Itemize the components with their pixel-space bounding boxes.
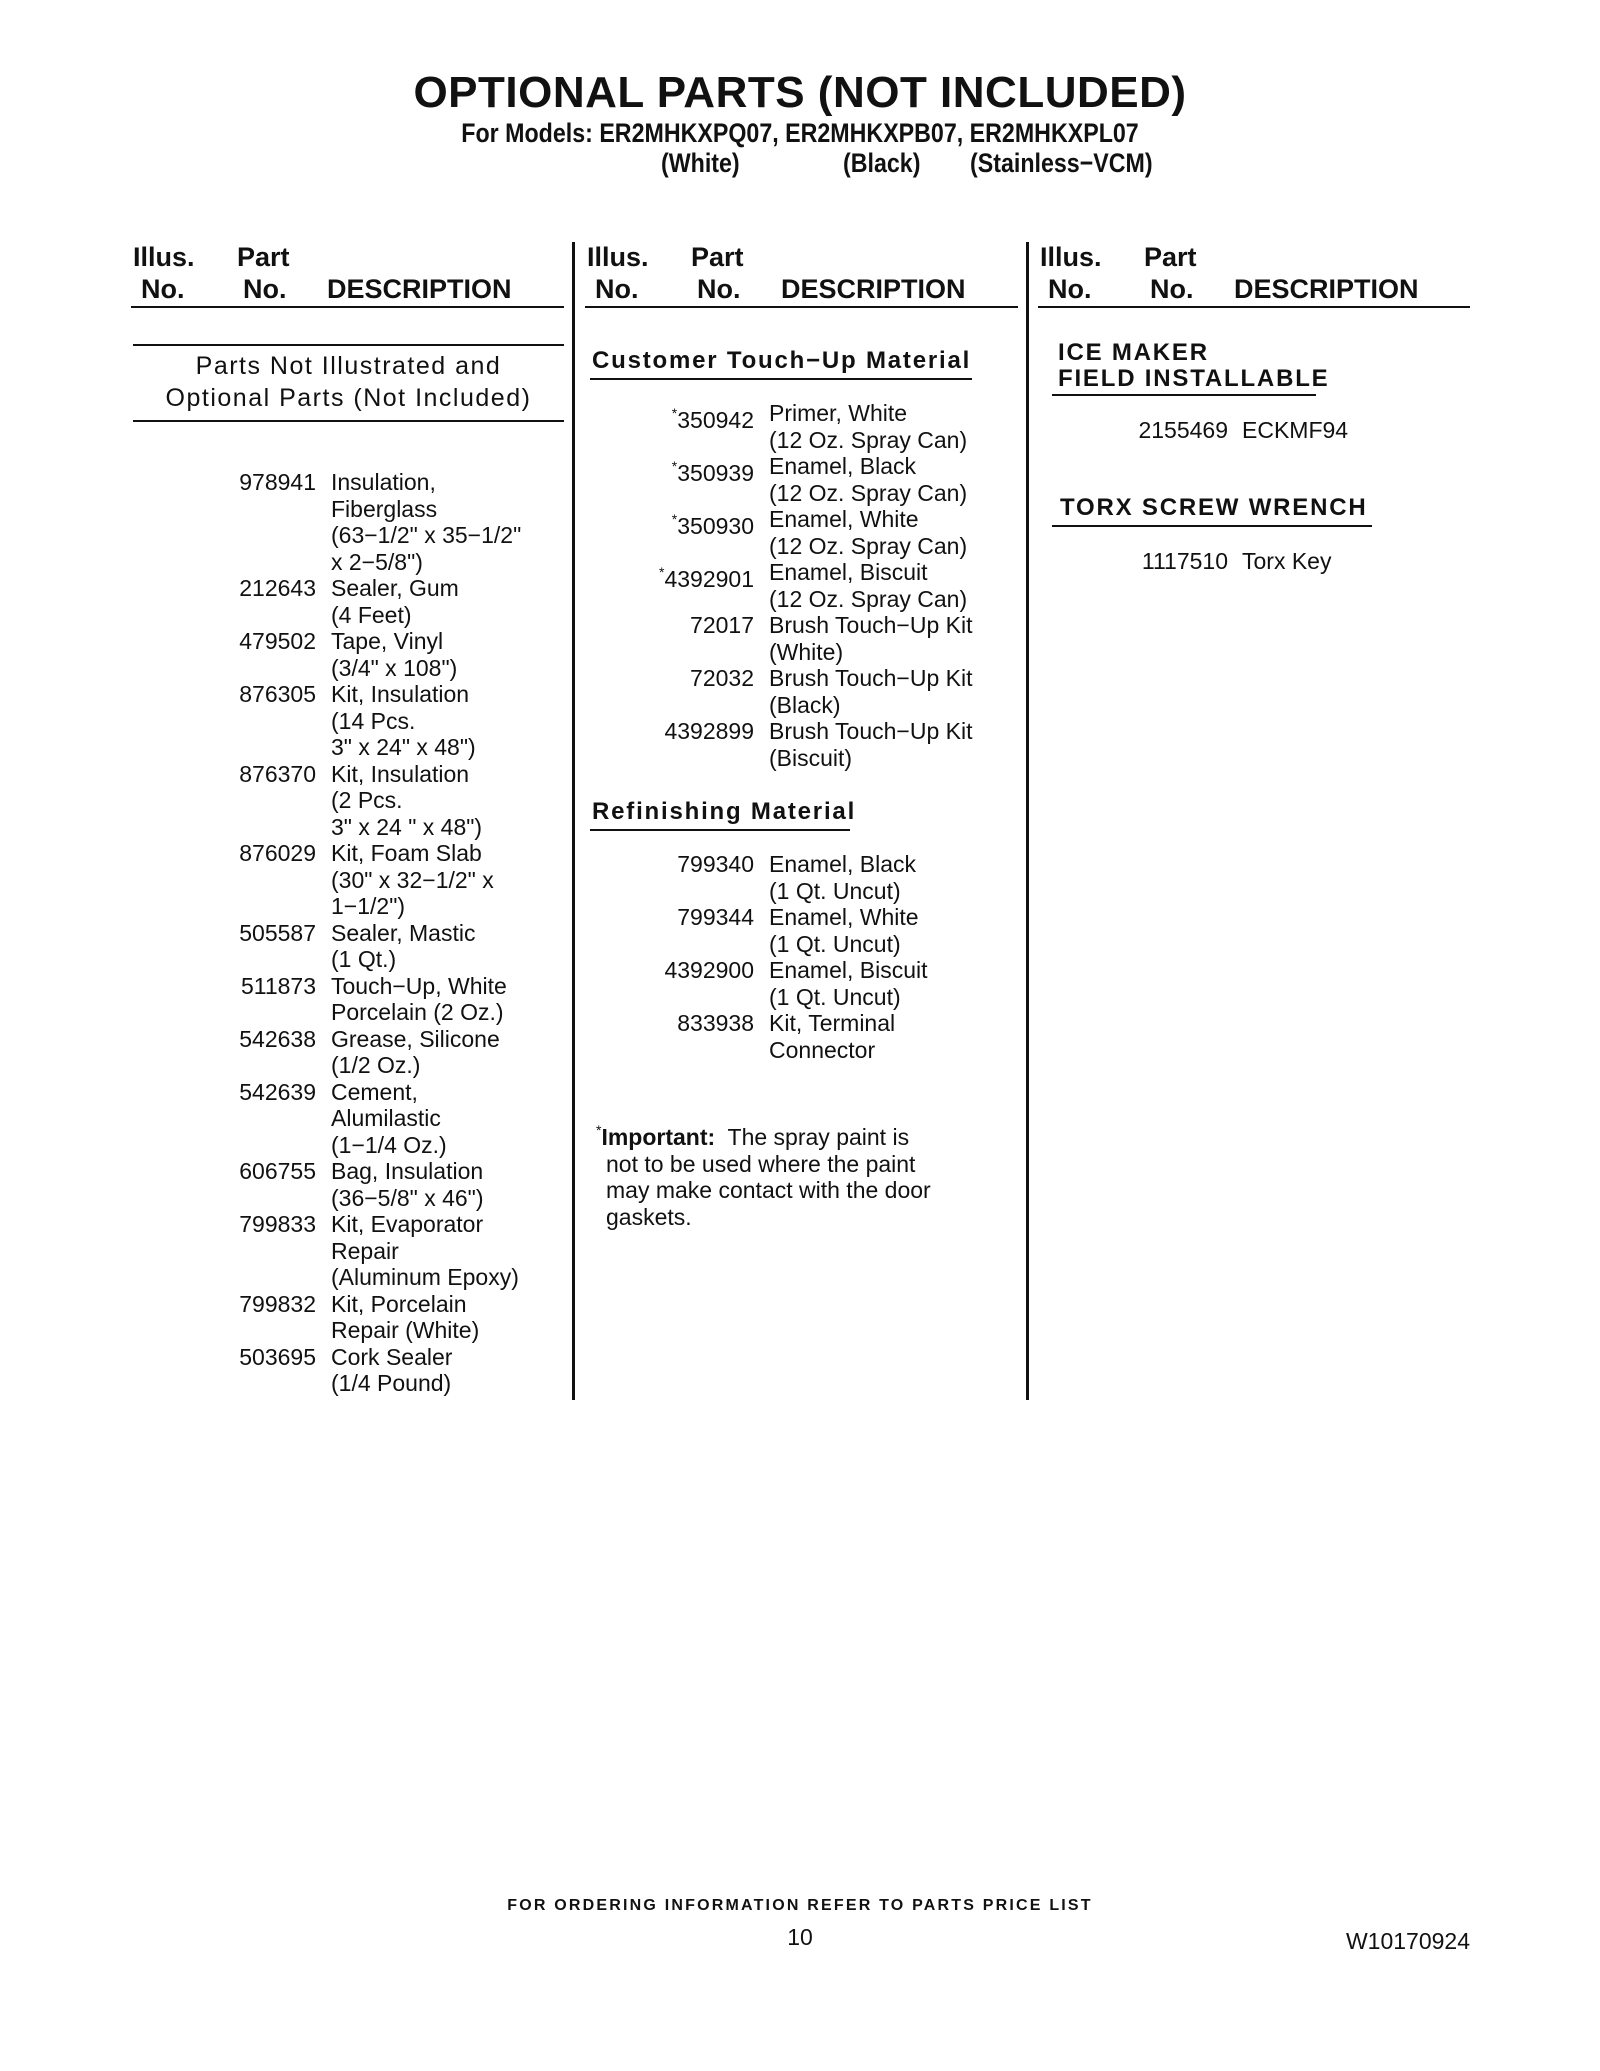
variant-white: (White) bbox=[661, 148, 740, 178]
column-header-2: Illus. Part No. No. DESCRIPTION bbox=[585, 242, 1018, 308]
column-header-1: Illus. Part No. No. DESCRIPTION bbox=[131, 242, 564, 308]
part-description: Torx Key bbox=[1242, 548, 1332, 574]
part-row bbox=[610, 665, 973, 718]
part-description: Kit, Porcelain Repair (White) bbox=[331, 1290, 480, 1343]
part-description: Enamel, Black (12 Oz. Spray Can) bbox=[769, 453, 968, 506]
important-note: *Important: The spray paint is not to be used where the paint may make contact with the door gaskets. bbox=[596, 1122, 931, 1230]
part-description: Tape, Vinyl (3/4" x 108") bbox=[331, 628, 458, 681]
part-row bbox=[610, 400, 973, 453]
part-description: Enamel, White (12 Oz. Spray Can) bbox=[769, 506, 968, 559]
parts-not-illustrated-title: Parts Not Illustrated and Optional Parts (Not Included) bbox=[165, 352, 532, 412]
part-description: Touch−Up, White Porcelain (2 Oz.) bbox=[331, 972, 507, 1025]
section-ice-maker: ICE MAKER FIELD INSTALLABLE bbox=[1058, 339, 1330, 392]
part-description: Sealer, Gum (4 Feet) bbox=[331, 575, 459, 628]
part-row bbox=[200, 1211, 521, 1291]
part-row bbox=[610, 453, 973, 506]
section-underline bbox=[1052, 394, 1316, 396]
part-row bbox=[610, 506, 973, 559]
part-row bbox=[200, 1291, 521, 1344]
part-row bbox=[200, 1344, 521, 1397]
part-description: Enamel, Black (1 Qt. Uncut) bbox=[769, 851, 917, 904]
parts-list-refinishing bbox=[610, 851, 928, 1063]
box-rule-bottom bbox=[133, 420, 564, 422]
part-description: Kit, Evaporator Repair (Aluminum Epoxy) bbox=[331, 1211, 519, 1290]
part-number: 2155469 bbox=[1138, 417, 1228, 443]
part-description: Brush Touch−Up Kit (Black) bbox=[769, 665, 973, 718]
part-number: 978941 bbox=[239, 469, 316, 495]
asterisk-marker: * bbox=[671, 405, 678, 421]
variant-stainless: (Stainless−VCM) bbox=[970, 148, 1153, 178]
section-customer-touch-up: Customer Touch−Up Material bbox=[592, 347, 972, 374]
part-row bbox=[200, 973, 521, 1026]
part-description: Enamel, Biscuit (12 Oz. Spray Can) bbox=[769, 559, 968, 612]
part-number: 4392899 bbox=[664, 718, 754, 744]
part-row bbox=[610, 1010, 928, 1063]
part-number: 1117510 bbox=[1141, 548, 1228, 574]
part-row bbox=[610, 851, 928, 904]
part-description: Cement, Alumilastic (1−1/4 Oz.) bbox=[331, 1078, 447, 1158]
variant-black: (Black) bbox=[843, 148, 921, 178]
part-number: *350942 bbox=[671, 405, 754, 433]
part-description: Grease, Silicone (1/2 Oz.) bbox=[331, 1025, 500, 1078]
part-description: Enamel, White (1 Qt. Uncut) bbox=[769, 904, 919, 957]
part-row bbox=[200, 1079, 521, 1159]
part-row bbox=[610, 612, 973, 665]
part-number: 511873 bbox=[240, 972, 316, 999]
box-rule-top bbox=[133, 344, 564, 346]
part-row bbox=[200, 1026, 521, 1079]
asterisk-marker: * bbox=[659, 564, 665, 580]
parts-list-torx bbox=[1128, 548, 1331, 575]
part-number: 799340 bbox=[677, 851, 754, 877]
part-description: ECKMF94 bbox=[1242, 417, 1349, 443]
part-row bbox=[610, 718, 973, 771]
part-number: 606755 bbox=[239, 1158, 316, 1184]
part-number: 505587 bbox=[239, 919, 316, 946]
part-number: 876370 bbox=[239, 760, 316, 787]
page-title: OPTIONAL PARTS (NOT INCLUDED) bbox=[413, 68, 1187, 117]
part-number: *350939 bbox=[671, 458, 754, 486]
section-refinishing: Refinishing Material bbox=[592, 798, 857, 825]
parts-list-touch-up bbox=[610, 400, 973, 771]
part-number: 799832 bbox=[239, 1290, 316, 1317]
column-divider bbox=[1026, 242, 1029, 1400]
part-number: 799833 bbox=[239, 1211, 316, 1237]
asterisk-marker: * bbox=[671, 458, 678, 474]
part-description: Brush Touch−Up Kit (Biscuit) bbox=[769, 718, 973, 771]
part-row bbox=[200, 1158, 521, 1211]
part-description: Bag, Insulation (36−5/8" x 46") bbox=[331, 1158, 484, 1211]
part-description: Cork Sealer (1/4 Pound) bbox=[331, 1343, 453, 1396]
part-number: 72017 bbox=[690, 612, 754, 638]
section-torx-wrench: TORX SCREW WRENCH bbox=[1060, 494, 1368, 521]
part-number: 212643 bbox=[239, 575, 316, 601]
column-header-3: Illus. Part No. No. DESCRIPTION bbox=[1038, 242, 1470, 308]
column-divider bbox=[572, 242, 575, 1400]
part-row bbox=[200, 761, 521, 841]
part-number: 4392900 bbox=[664, 957, 754, 983]
part-description: Kit, Foam Slab (30" x 32−1/2" x 1−1/2") bbox=[331, 840, 494, 919]
part-description: Brush Touch−Up Kit (White) bbox=[769, 612, 973, 665]
part-row bbox=[200, 840, 521, 920]
part-number: 72032 bbox=[690, 665, 754, 691]
section-underline bbox=[590, 378, 972, 380]
part-number: 833938 bbox=[677, 1010, 754, 1036]
section-underline bbox=[590, 829, 850, 831]
part-description: Kit, Terminal Connector bbox=[769, 1010, 896, 1063]
models-line: For Models: ER2MHKXPQ07, ER2MHKXPB07, ER2MHKXPL07 bbox=[461, 118, 1139, 148]
part-description: Primer, White (12 Oz. Spray Can) bbox=[769, 400, 968, 453]
part-row bbox=[610, 559, 973, 612]
parts-list-not-illustrated bbox=[200, 469, 521, 1397]
part-row bbox=[200, 469, 521, 575]
part-number: *4392901 bbox=[659, 564, 754, 592]
part-row bbox=[200, 628, 521, 681]
part-row bbox=[610, 957, 928, 1010]
part-number: 542639 bbox=[239, 1078, 316, 1105]
part-number: 876029 bbox=[239, 840, 316, 866]
document-number: W10170924 bbox=[1345, 1928, 1470, 1954]
asterisk-marker: * bbox=[671, 511, 678, 527]
part-description: Sealer, Mastic (1 Qt.) bbox=[331, 919, 476, 972]
part-row bbox=[200, 681, 521, 761]
ordering-info: FOR ORDERING INFORMATION REFER TO PARTS PRICE LIST bbox=[507, 1897, 1093, 1914]
part-number: 503695 bbox=[239, 1343, 316, 1370]
parts-list-ice-maker bbox=[1128, 417, 1348, 444]
part-number: 542638 bbox=[239, 1025, 316, 1052]
part-row bbox=[610, 904, 928, 957]
part-number: 479502 bbox=[239, 628, 316, 654]
part-description: Kit, Insulation (2 Pcs. 3" x 24 " x 48") bbox=[331, 760, 483, 840]
part-row bbox=[200, 920, 521, 973]
page-number: 10 bbox=[787, 1924, 813, 1950]
part-number: 799344 bbox=[677, 904, 754, 930]
part-number: 876305 bbox=[239, 681, 316, 707]
part-description: Insulation, Fiberglass (63−1/2" x 35−1/2" x 2−5/8") bbox=[331, 469, 522, 575]
part-number: *350930 bbox=[671, 511, 754, 539]
part-description: Kit, Insulation (14 Pcs. 3" x 24" x 48") bbox=[331, 681, 476, 760]
part-row bbox=[200, 575, 521, 628]
part-description: Enamel, Biscuit (1 Qt. Uncut) bbox=[769, 957, 928, 1010]
section-underline bbox=[1052, 525, 1372, 527]
